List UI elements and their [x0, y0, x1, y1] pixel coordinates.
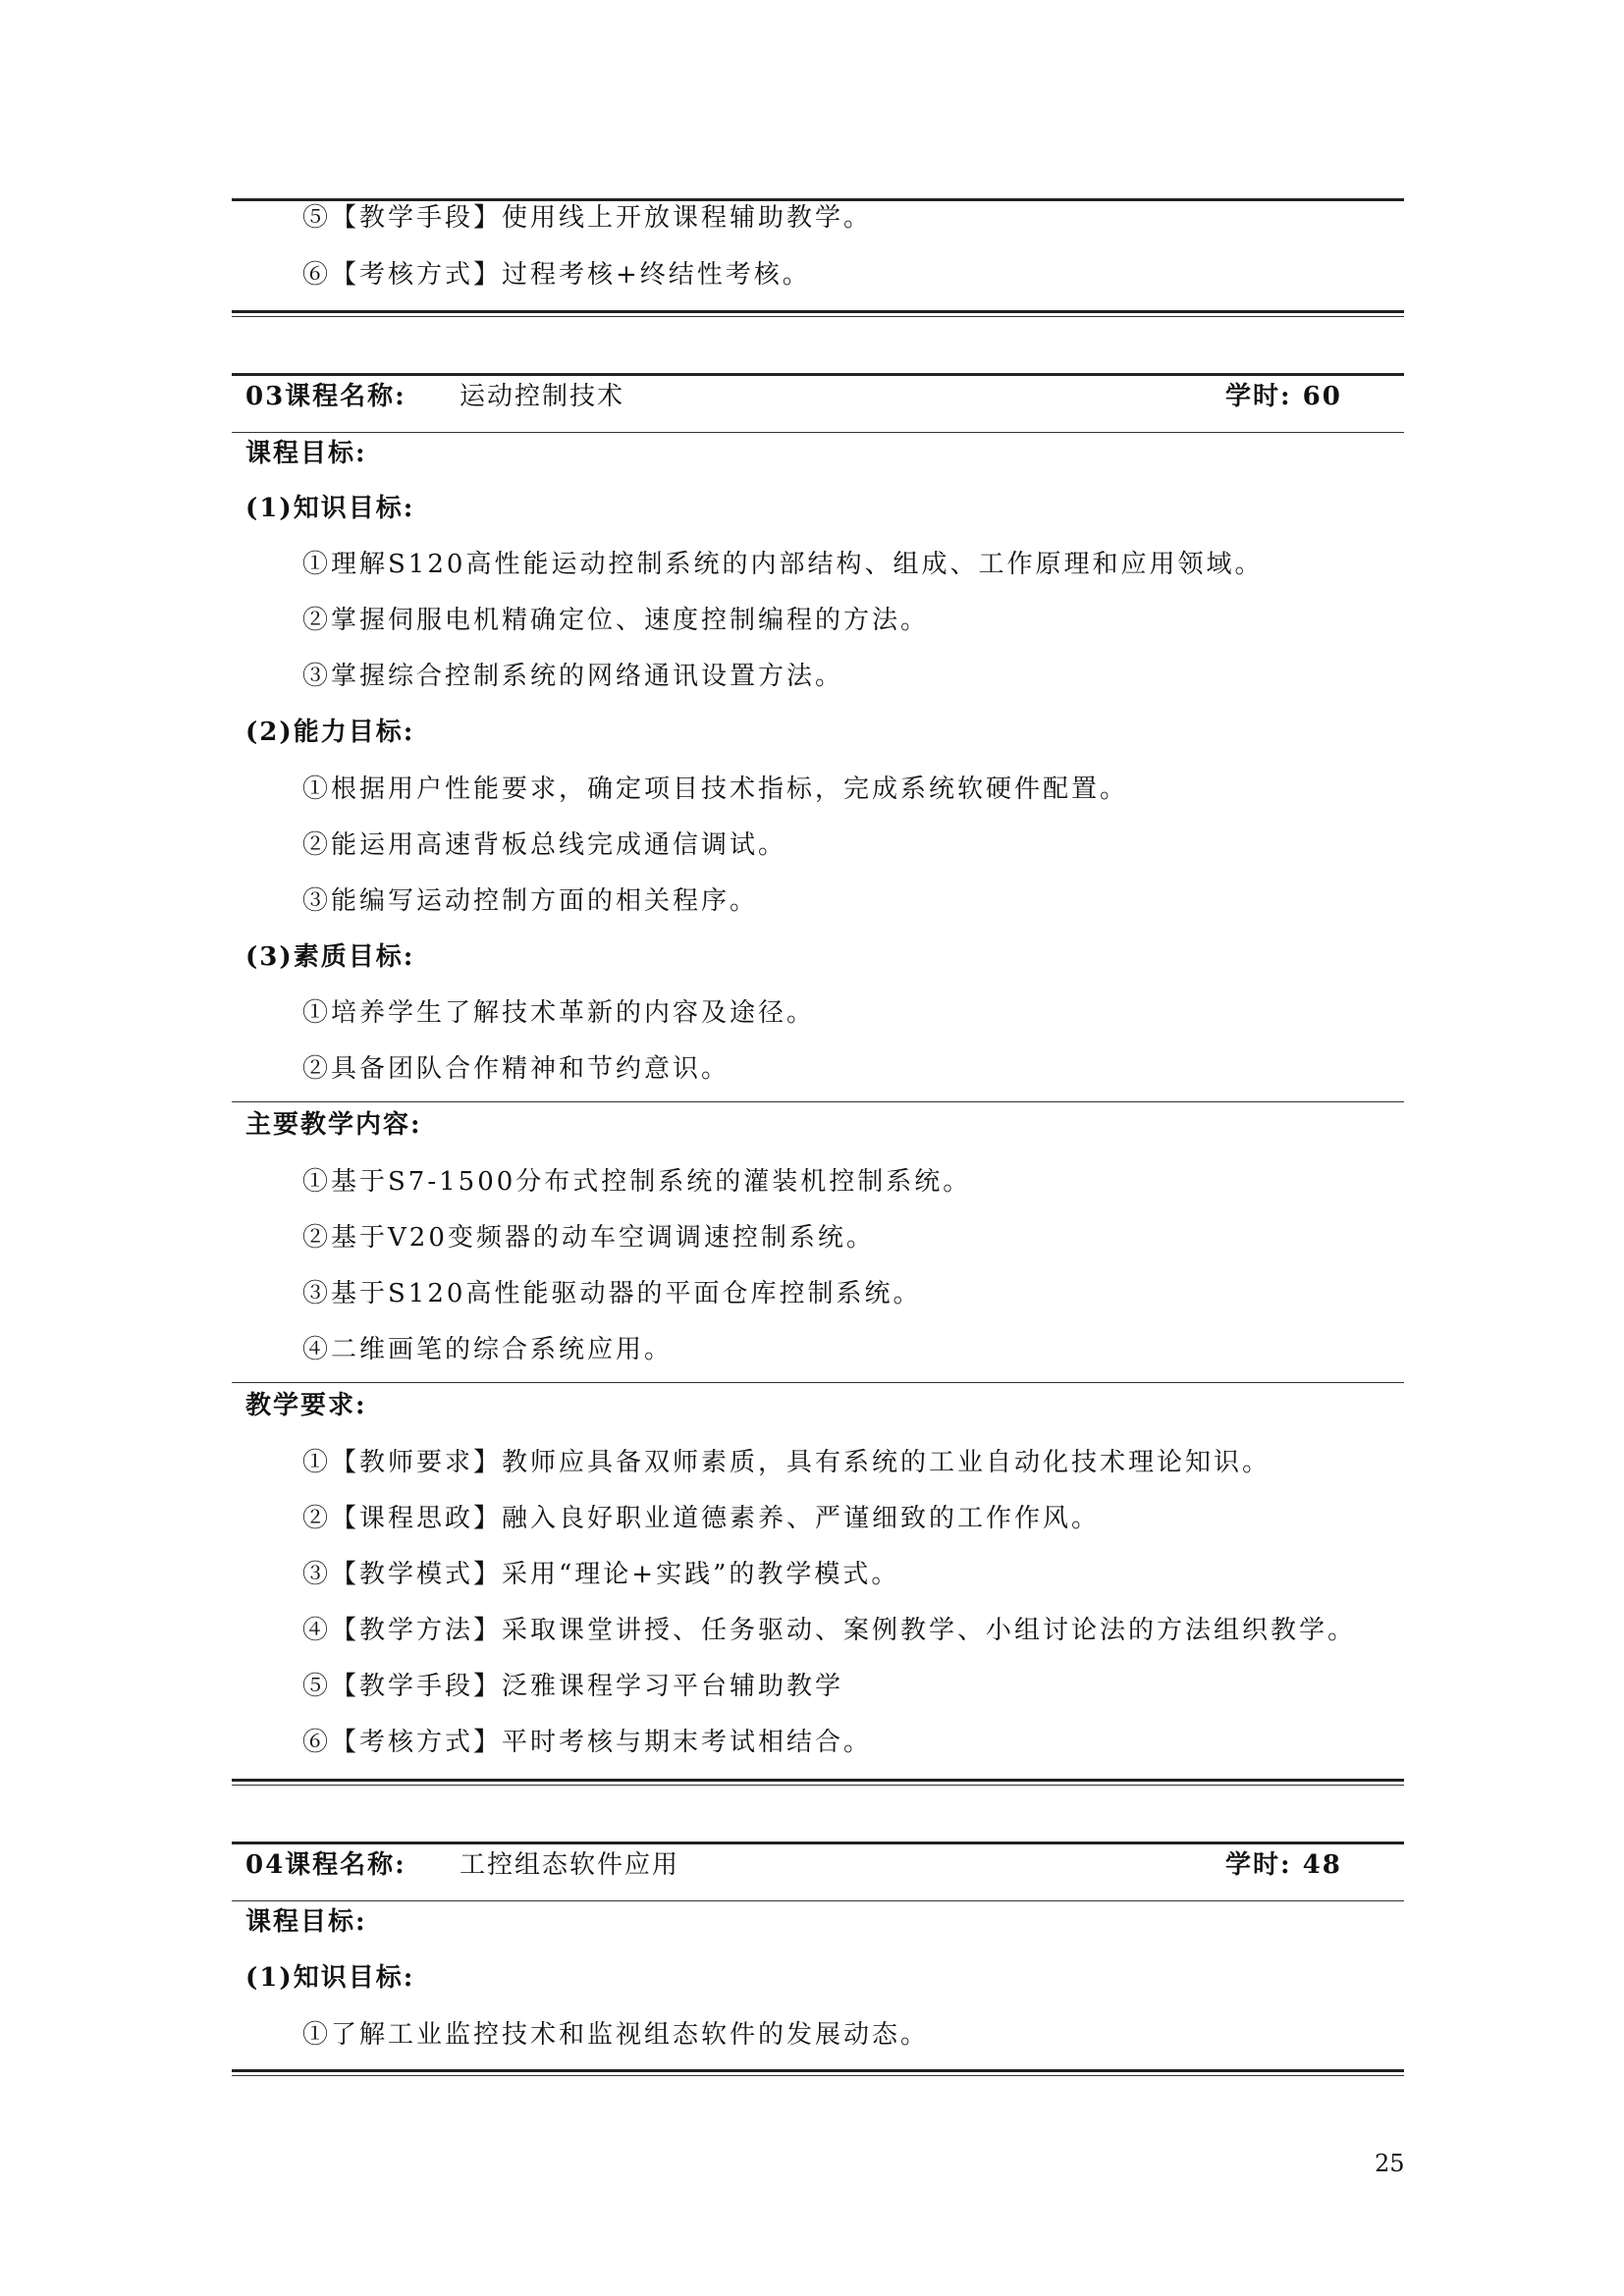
row-divider [232, 1382, 1404, 1383]
list-item: ③基于S120高性能驱动器的平面仓库控制系统。 [302, 1279, 922, 1308]
list-item: ④二维画笔的综合系统应用。 [302, 1335, 674, 1364]
section-end-rule [232, 1779, 1404, 1782]
list-item: ⑥【考核方式】平时考核与期末考试相结合。 [302, 1728, 873, 1757]
requirements-heading: 教学要求: [245, 1391, 367, 1420]
list-item: ⑥【考核方式】过程考核+终结性考核。 [302, 260, 811, 290]
row-divider [232, 1900, 1404, 1901]
course-header-rule [232, 373, 1404, 376]
list-item: ②具备团队合作精神和节约意识。 [302, 1054, 731, 1084]
course-hours: 学时: 48 [1225, 1850, 1342, 1880]
list-item: ④【教学方法】采取课堂讲授、任务驱动、案例教学、小组讨论法的方法组织教学。 [302, 1616, 1357, 1645]
list-item: ①根据用户性能要求，确定项目技术指标，完成系统软硬件配置。 [302, 774, 1129, 804]
list-item: ②基于V20变频器的动车空调调速控制系统。 [302, 1223, 875, 1253]
section-end-rule [232, 316, 1404, 317]
list-item: ①【教师要求】教师应具备双师素质，具有系统的工业自动化技术理论知识。 [302, 1448, 1272, 1477]
section-end-rule [232, 1785, 1404, 1786]
list-item: ③【教学模式】采用“理论+实践”的教学模式。 [302, 1560, 900, 1589]
objectives-heading: 课程目标: [245, 1907, 367, 1937]
list-item: ②能运用高速背板总线完成通信调试。 [302, 830, 787, 860]
list-item: ①培养学生了解技术革新的内容及途径。 [302, 998, 816, 1028]
knowledge-heading: (1)知识目标: [245, 1963, 415, 1993]
quality-heading: (3)素质目标: [245, 942, 415, 972]
list-item: ⑤【教学手段】使用线上开放课程辅助教学。 [302, 203, 873, 233]
course-hours: 学时: 60 [1225, 382, 1342, 411]
section-end-rule [232, 310, 1404, 313]
list-item: ③能编写运动控制方面的相关程序。 [302, 886, 759, 916]
page-number: 25 [1375, 2150, 1405, 2177]
list-item: ②【课程思政】融入良好职业道德素养、严谨细致的工作作风。 [302, 1504, 1101, 1533]
list-item: ①了解工业监控技术和监视组态软件的发展动态。 [302, 2020, 930, 2050]
course-name: 工控组态软件应用 [460, 1850, 680, 1880]
list-item: ⑤【教学手段】泛雅课程学习平台辅助教学 [302, 1672, 844, 1701]
course-header-rule [232, 1842, 1404, 1844]
course-name-label: 04课程名称: [245, 1850, 406, 1880]
row-divider [232, 1101, 1404, 1102]
objectives-heading: 课程目标: [245, 439, 367, 468]
row-divider [232, 432, 1404, 433]
course-name: 运动控制技术 [460, 382, 625, 411]
ability-heading: (2)能力目标: [245, 718, 415, 747]
section-end-rule [232, 2075, 1404, 2076]
knowledge-heading: (1)知识目标: [245, 494, 415, 523]
section-end-rule [232, 2069, 1404, 2072]
list-item: ②掌握伺服电机精确定位、速度控制编程的方法。 [302, 606, 930, 635]
list-item: ①基于S7-1500分布式控制系统的灌装机控制系统。 [302, 1167, 972, 1197]
content-heading: 主要教学内容: [245, 1110, 422, 1140]
course-name-label: 03课程名称: [245, 382, 406, 411]
list-item: ①理解S120高性能运动控制系统的内部结构、组成、工作原理和应用领域。 [302, 550, 1264, 579]
list-item: ③掌握综合控制系统的网络通讯设置方法。 [302, 662, 844, 691]
